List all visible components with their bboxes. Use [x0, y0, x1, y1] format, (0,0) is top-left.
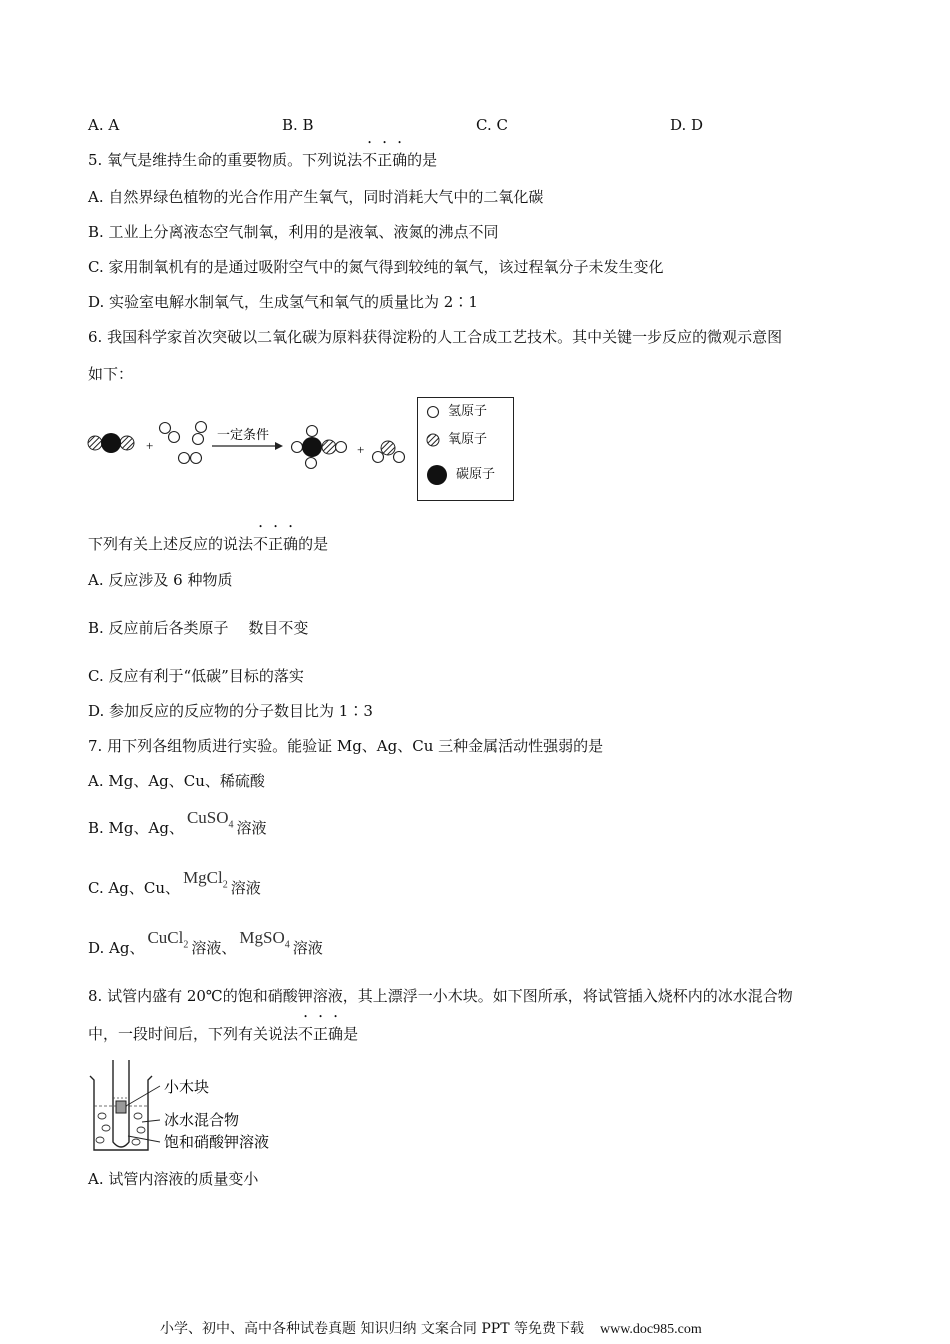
q4-option-b: B. B [282, 116, 314, 134]
label-ice-water: 冰水混合物 [164, 1111, 240, 1129]
co2-molecule [88, 433, 134, 453]
methanol-molecule [292, 426, 347, 469]
q4-option-d: D. D [670, 116, 704, 134]
q6-option-c: C. 反应有利于“低碳”目标的落实 [88, 667, 304, 685]
oxygen-atom-icon [426, 433, 440, 447]
q5-option-d: D. 实验室电解水制氧气，生成氢气和氧气的质量比为 2∶1 [88, 293, 478, 311]
ice-pieces [96, 1113, 145, 1145]
footer-text: 小学、初中、高中各种试卷真题 知识归纳 文案合同 PPT 等免费下载 [160, 1321, 584, 1337]
q7-stem: 7. 用下列各组物质进行实验。能验证 Mg、Ag、Cu 三种金属活动性强弱的是 [88, 737, 604, 755]
hydrogen-atom-icon [426, 405, 440, 419]
reaction-diagram [80, 405, 410, 485]
carbon-atom-icon [426, 464, 448, 486]
q5-stem: 5. 氧气是维持生命的重要物质。下列说法不正确的是 [88, 151, 438, 169]
legend-carbon: 碳原子 [426, 464, 495, 486]
q6-stem-line2: 如下： [88, 365, 134, 383]
q8-stem-line1: 8. 试管内盛有 20℃的饱和硝酸钾溶液，其上漂浮一小木块。如下图所承，将试管插入烧杯内的冰水混合物 [88, 987, 793, 1005]
q6-option-d: D. 参加反应的反应物的分子数目比为 1∶3 [88, 702, 373, 720]
q7-option-d: D. Ag、CuCl$_2$ 溶液、MgSO$_4$ 溶液 [88, 928, 323, 957]
q5-option-b: B. 工业上分离液态空气制氧，利用的是液氧、液氮的沸点不同 [88, 223, 499, 241]
q8-stem-line2: 中，一段时间后，下列有关说法不正确是 [88, 1025, 359, 1043]
q6-stem-line1: 6. 我国科学家首次突破以二氧化碳为原料获得淀粉的人工合成工艺技术。其中关键一步反应的微观示意图 [88, 328, 783, 346]
wood-block [116, 1101, 126, 1113]
q6-option-b: B. 反应前后各类原子 数目不变 [88, 619, 309, 637]
reaction-condition: 一定条件 [217, 428, 270, 443]
label-kno3-solution: 饱和硝酸钾溶液 [164, 1133, 270, 1151]
atom-legend [417, 397, 514, 501]
legend-oxygen: 氧原子 [426, 432, 487, 448]
label-wood-block: 小木块 [164, 1078, 210, 1096]
plus-sign-2: + [357, 442, 365, 457]
footer [160, 1320, 702, 1339]
beaker-figure [86, 1058, 306, 1158]
q4-option-a: A. A [88, 116, 120, 134]
water-molecule [373, 441, 405, 463]
q6-question: 下列有关上述反应的说法不正确的是 [88, 535, 329, 553]
q7-option-a: A. Mg、Ag、Cu、稀硫酸 [88, 772, 265, 790]
footer-url[interactable]: www.doc985.com [599, 1322, 702, 1337]
q7-option-b: B. Mg、Ag、CuSO$_4$ 溶液 [88, 808, 267, 837]
q4-option-c: C. C [476, 116, 508, 134]
q7-option-c: C. Ag、Cu、MgCl$_2$ 溶液 [88, 868, 261, 897]
q5-option-c: C. 家用制氧机有的是通过吸附空气中的氮气得到较纯的氧气，该过程氧分子未发生变化 [88, 258, 664, 276]
h2-molecules [160, 422, 207, 464]
plus-sign-1: + [146, 438, 154, 453]
legend-hydrogen: 氢原子 [426, 404, 487, 420]
q8-option-a: A. 试管内溶液的质量变小 [88, 1170, 259, 1188]
q6-option-a: A. 反应涉及 6 种物质 [88, 571, 233, 589]
q5-option-a: A. 自然界绿色植物的光合作用产生氧气，同时消耗大气中的二氧化碳 [88, 188, 544, 206]
